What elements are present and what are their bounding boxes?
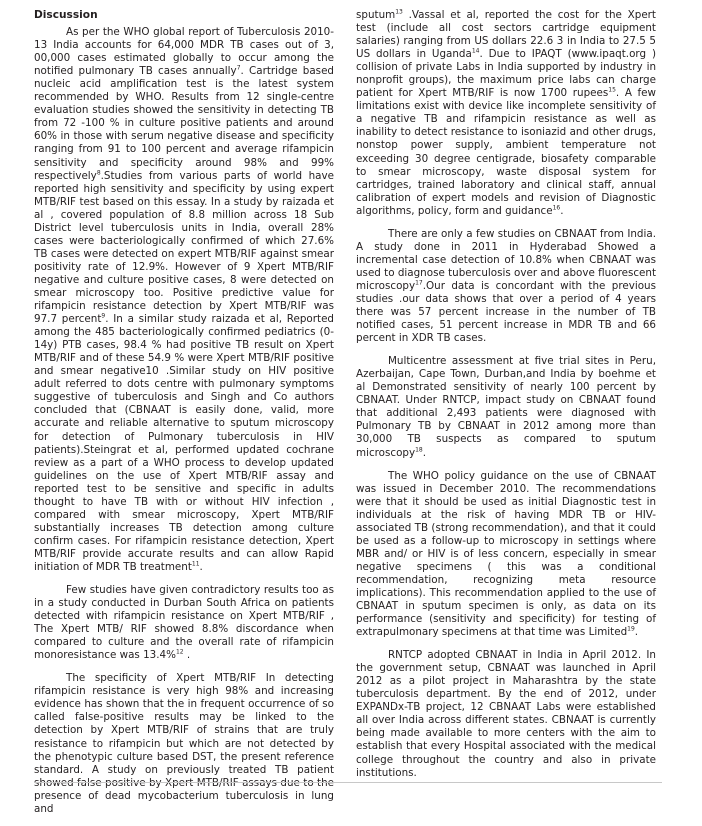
paragraph [34,26,334,574]
citation-superscript: 9 [101,312,106,320]
text-run: . [183,649,191,662]
left-column-body [34,26,334,816]
paragraph [356,470,656,640]
text-run: .Our data is concordant with the previous studies .our data shows that over a period of 4 years there was 57 percent increase in the number of TB notified cases, 51 percent increase in MDR TB and 66 percent in XDR TB cases. [356,279,656,345]
citation-superscript: 14 [471,47,480,55]
text-run: . In a similar study raizada et al, Reported among the 485 bacteriologically confirmed pediatrics (0-14y) PTB cases, 98.4 % had positive TB result on Xpert MTB/RIF and of these 54.9 % were Xpert MTB/RIF positive and smear negative10 .Similar study on HIV positive adult referred to dots centre with pulmonary symptoms suggestive of tuberculosis and Singh and Co authors concluded that (CBNAAT is easily done, valid, more accurate and reliable alternative to sputum microscopy for detection of Pulmonary tuberculosis in HIV patients).Steingrat et al, performed updated cochrane review as a part of a WHO process to develop updated guidelines on the use of Xpert MTB/RIF assay and reported test to be sensitive and specific in adults thought to have TB with or without HIV infection , compared with smear microscopy, Xpert MTB/RIF substantially increases TB detection among culture confirm cases. For rifampicin resistance detection, Xpert MTB/RIF provide accurate results and can allow Rapid initiation of MDR TB treatment [34,313,334,573]
paragraph [34,672,334,816]
paragraph [356,649,656,779]
text-run: . Cartridge based nucleic acid amplification test is the latest system recommended by WHO. Results from 12 single-centre evaluation studies showed the sensitivity in detecting TB from 72 -100 % in culture positive patients and around 60% in those with serum negative disease and specificity ranging from 91 to 100 percent and average rifampicin sensitivity and specificity around 98% and 99% respectively [34,65,334,182]
text-run: . Due to IPAQT (www.ipaqt.org ) collision of private Labs in India supported by industry in nonprofit groups), the maximum price labs can charge patient for Xpert MTB/RIF is now 1700 rupees [356,48,656,100]
text-run: . [634,626,639,639]
citation-superscript: 18 [415,446,423,454]
left-column [34,9,334,826]
text-run: . [199,560,203,573]
paragraph [356,228,656,345]
text-run: There are only a few studies on CBNAAT from India. A study done in 2011 in Hyderabad Showed a incremental case detection of 10.8% when CBNAAT was used to diagnose tuberculosis over and above fluorescent microscopy [356,227,657,292]
text-run: sputum [356,9,396,21]
citation-superscript: 19 [627,625,635,633]
text-run: The WHO policy guidance on the use of CBNAAT was issued in December 2010. The recommendations were that it should be used as initial Diagnostic test in individuals at the risk of having MDR TB or HIV-associated TB (strong recommendation), and that it could be used as a follow-up to microscopy in settings where MBR and/ or HIV is of less concern, especially in smear negative specimens ( this was a conditional recommendation, recognizing meta resource implications). This recommendation applied to the use of CBNAAT in sputum specimen is only, as data on its performance (sensitivity and specificity) for testing of extrapulmonary specimens at that time was Limited [356,469,656,639]
text-run: The specificity of Xpert MTB/RIF In detecting rifampicin resistance is very high 98% and increasing evidence has shown that the in frequent occurrence of so called false-positive results may be linked to the detection by Xpert MTB/RIF of strains that are truly resistance to rifampicin but which are not detected by the phenotypic culture based DST, the present reference standard. A study on previously treated TB patient showed false positive by Xpert MTB/RIF assays due to the presence of dead mycobacterium tuberculosis in lung and [34,672,334,815]
citation-superscript: 11 [191,560,200,568]
citation-superscript: 13 [395,8,403,16]
paragraph [356,355,656,459]
footer-rule [34,782,662,783]
right-column-body [356,9,656,780]
citation-superscript: 7 [236,64,241,72]
section-heading: Discussion [34,9,98,21]
text-run: Multicentre assessment at five trial sites in Peru, Azerbaijan, Cape Town, Durban,and India by boehme et al Demonstrated sensitivity of nearly 100 percent by CBNAAT. Under RNTCP, impact study on CBNAAT found that additional 2,493 patients were diagnosed with Pulmonary TB by CBNAAT in 2012 among more than 30,000 TB suspects as compared to sputum microscopy [356,355,656,459]
paragraph [356,9,656,218]
text-run: .Vassal et al, reported the cost for the Xpert test (include all cost sectors cartridge equipment salaries) ranging from US dollars 22.6 3 in India to 27.5 5 US dollars in Uganda [356,9,656,61]
text-run: Few studies have given contradictory results too as in a study conducted in Durban South Africa on patients detected with rifampicin resistance on Xpert MTB/RIF , The Xpert MTB/ RIF showed 8.8% discordance when compared to culture and the overall rate of rifampicin monoresistance was 13.4% [34,584,334,662]
citation-superscript: 15 [608,86,616,94]
text-run: . [422,446,427,459]
citation-superscript: 12 [175,648,184,656]
text-run: As per the WHO global report of Tuberculosis 2010-13 India accounts for 64,000 MDR TB cases out of 3, 00,000 cases estimated globally to occur among the notified pulmonary TB cases annually [34,26,334,78]
text-run: . [560,204,564,217]
paragraph [34,584,334,662]
text-run: .Studies from various parts of world have reported high sensitivity and specificity by using expert MTB/RIF test based on this essay. In a study by raizada et al , covered population of 8.8 million across 18 Sub District level tuberculosis units in India, overall 28% cases were bacteriologically confirmed of which 27.6% TB cases were detected on expert MTB/RIF against smear positivity rate of 12.9%. However of 9 Xpert MTB/RIF negative and culture positive cases, 8 were detected on smear microscopy too. Positive predictive value for rifampicin resistance detection by Xpert MTB/RIF was 97.7 percent [34,169,334,326]
citation-superscript: 17 [415,279,423,287]
text-run: RNTCP adopted CBNAAT in India in April 2012. In the government setup, CBNAAT was launched in April 2012 as a pilot project in Maharashtra by the state tuberculosis department. By the end of 2012, under EXPANDx-TB project, 12 CBNAAT Labs were established all over India across different states. CBNAAT is currently being made available to more centers with the aim to establish that every Hospital associated with the medical college throughout the country and also in private institutions. [356,649,656,779]
citation-superscript: 16 [552,204,561,212]
text-run: . A few limitations exist with device like incomplete sensitivity of a negative TB and rifampicin resistance as well as inability to detect resistance to isoniazid and other drugs, nonstop power supply, ambient temperature not exceeding 30 degree centigrade, biosafety comparable to smear microscopy, waste disposal system for cartridges, trained laboratory and clinical staff, annual calibration of expert models and revision of Diagnostic algorithms, policy, form and guidance [356,87,656,217]
right-column [356,9,656,790]
citation-superscript: 8 [96,169,101,177]
